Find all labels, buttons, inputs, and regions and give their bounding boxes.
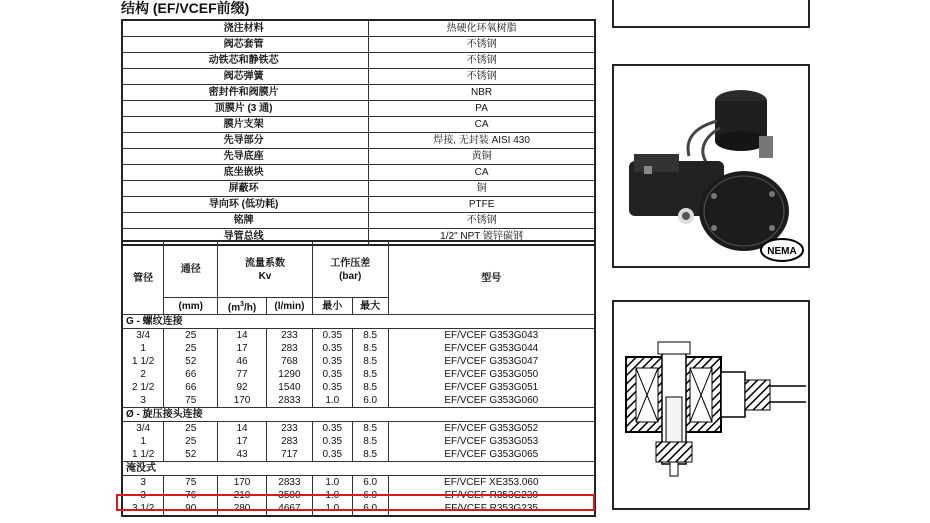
cell-m3h: 17 [218, 342, 267, 355]
cell-model: EF/VCEF G353G043 [388, 329, 595, 343]
cross-section-frame [612, 300, 810, 510]
cell-m3h: 92 [218, 381, 267, 394]
cell-pipe: 1 [122, 435, 164, 448]
cell-bore: 25 [164, 422, 218, 436]
cell-m3h: 46 [218, 355, 267, 368]
cell-min: 0.35 [312, 422, 352, 436]
col-pressure [312, 241, 388, 298]
cell-pipe: 3/4 [122, 329, 164, 343]
cell-pipe: 3 [122, 489, 164, 502]
table-row [122, 381, 595, 394]
material-part: 铭牌 [122, 213, 369, 229]
section-title: Ø - 旋压接头连接 [122, 408, 595, 422]
material-part: 阀芯套管 [122, 37, 369, 53]
cell-lmin: 233 [266, 422, 312, 436]
cell-lmin: 283 [266, 435, 312, 448]
cell-max: 6.0 [352, 394, 388, 408]
material-value: 不锈钢 [369, 213, 595, 229]
cell-m3h: 170 [218, 476, 267, 490]
cell-lmin: 768 [266, 355, 312, 368]
cell-lmin: 1540 [266, 381, 312, 394]
top-image-frame [612, 0, 810, 28]
cell-bore: 25 [164, 435, 218, 448]
cell-min: 0.35 [312, 368, 352, 381]
material-value: 不锈钢 [369, 69, 595, 85]
material-value: 不锈钢 [369, 53, 595, 69]
cell-max: 6.0 [352, 476, 388, 490]
cell-min: 1.0 [312, 394, 352, 408]
material-value: PA [369, 101, 595, 117]
cell-pipe: 3 1/2 [122, 502, 164, 516]
highlight-box [116, 494, 595, 511]
cell-model: EF/VCEF G353G047 [388, 355, 595, 368]
cell-m3h: 43 [218, 448, 267, 462]
cell-bore: 66 [164, 368, 218, 381]
cell-m3h: 14 [218, 422, 267, 436]
material-part: 先导底座 [122, 149, 369, 165]
cell-max: 8.5 [352, 448, 388, 462]
section-title: 结构 (EF/VCEF前缀) [121, 0, 250, 16]
cell-m3h: 210 [218, 489, 267, 502]
cell-bore: 25 [164, 342, 218, 355]
cell-pipe: 3/4 [122, 422, 164, 436]
cell-min: 0.35 [312, 435, 352, 448]
material-part: 密封件和阀膜片 [122, 85, 369, 101]
unit-mm: (mm) [164, 298, 218, 315]
cell-m3h: 280 [218, 502, 267, 516]
material-value: PTFE [369, 197, 595, 213]
cell-max: 8.5 [352, 368, 388, 381]
section-title: G - 螺纹连接 [122, 315, 595, 329]
material-row [122, 20, 595, 37]
cell-lmin: 283 [266, 342, 312, 355]
cell-lmin: 3500 [266, 489, 312, 502]
section-title: 淹没式 [122, 462, 595, 476]
material-row [122, 149, 595, 165]
col-pipe: 管径 [122, 241, 164, 315]
material-row [122, 181, 595, 197]
table-row [122, 329, 595, 343]
cell-lmin: 4667 [266, 502, 312, 516]
material-row [122, 213, 595, 229]
material-row [122, 165, 595, 181]
table-row [122, 342, 595, 355]
cell-model: EF/VCEF G353G050 [388, 368, 595, 381]
unit-lmin: (l/min) [266, 298, 312, 315]
materials-table [121, 19, 596, 246]
table-row [122, 422, 595, 436]
cell-max: 8.5 [352, 342, 388, 355]
cell-pipe: 1 1/2 [122, 355, 164, 368]
cell-model: EF/VCEF G353G051 [388, 381, 595, 394]
cell-lmin: 717 [266, 448, 312, 462]
cell-bore: 75 [164, 394, 218, 408]
cell-bore: 90 [164, 502, 218, 516]
material-value: 不锈钢 [369, 37, 595, 53]
section-header-row [122, 408, 595, 422]
cell-model: EF/VCEF XE353.060 [388, 476, 595, 490]
cell-model: EF/VCEF G353G044 [388, 342, 595, 355]
cell-pipe: 3 [122, 394, 164, 408]
cell-bore: 75 [164, 476, 218, 490]
material-row [122, 117, 595, 133]
flow-table [121, 240, 596, 517]
cell-m3h: 14 [218, 329, 267, 343]
nema-badge-text: NEMA [767, 246, 797, 257]
cell-model: EF/VCEF G353G052 [388, 422, 595, 436]
cell-bore: 52 [164, 355, 218, 368]
cell-bore: 52 [164, 448, 218, 462]
cell-bore: 66 [164, 381, 218, 394]
cell-max: 8.5 [352, 355, 388, 368]
cell-model: EF/VCEF G353G065 [388, 448, 595, 462]
material-row [122, 69, 595, 85]
cell-pipe: 1 1/2 [122, 448, 164, 462]
col-model: 型号 [388, 241, 595, 315]
section-header-row [122, 462, 595, 476]
cell-max: 8.5 [352, 329, 388, 343]
unit-min: 最小 [312, 298, 352, 315]
material-part: 浇注材料 [122, 20, 369, 37]
cell-max: 6.0 [352, 489, 388, 502]
cell-max: 6.0 [352, 502, 388, 516]
col-flow-sub: Kv [258, 270, 272, 282]
material-part: 导管总线 [122, 229, 369, 246]
col-pressure-sub: (bar) [339, 270, 362, 282]
cell-m3h: 17 [218, 435, 267, 448]
material-part: 导向环 (低功耗) [122, 197, 369, 213]
material-value: 1/2" NPT 镀锌碳钢 [369, 229, 595, 246]
material-part: 动铁芯和静铁芯 [122, 53, 369, 69]
cell-min: 0.35 [312, 355, 352, 368]
cell-m3h: 170 [218, 394, 267, 408]
cell-min: 0.35 [312, 342, 352, 355]
material-part: 膜片支架 [122, 117, 369, 133]
product-photo-frame [612, 64, 810, 268]
material-value: NBR [369, 85, 595, 101]
material-row [122, 133, 595, 149]
material-row [122, 197, 595, 213]
solenoid-valve-photo [614, 66, 808, 266]
material-row [122, 85, 595, 101]
material-part: 底坐嵌块 [122, 165, 369, 181]
cell-pipe: 1 [122, 342, 164, 355]
cell-lmin: 2833 [266, 476, 312, 490]
table-row [122, 394, 595, 408]
table-row [122, 355, 595, 368]
cell-lmin: 2833 [266, 394, 312, 408]
material-value: 黄铜 [369, 149, 595, 165]
cell-max: 8.5 [352, 422, 388, 436]
cell-model: EF/VCEF G353G060 [388, 394, 595, 408]
unit-m3h: $(m^3/h)$ [218, 298, 267, 315]
cell-model: EF/VCEF R353G230 [388, 489, 595, 502]
col-flow-label: 流量系数 [244, 257, 285, 269]
cell-max: 8.5 [352, 381, 388, 394]
cell-pipe: 2 1/2 [122, 381, 164, 394]
material-part: 先导部分 [122, 133, 369, 149]
cell-bore: 25 [164, 329, 218, 343]
cell-min: 1.0 [312, 489, 352, 502]
table-row [122, 476, 595, 490]
material-value: 热硬化环氧树脂 [369, 20, 595, 37]
cell-min: 0.35 [312, 329, 352, 343]
material-value: CA [369, 117, 595, 133]
cell-pipe: 2 [122, 368, 164, 381]
cell-pipe: 3 [122, 476, 164, 490]
col-bore: 通径 [164, 241, 218, 298]
material-value: 铜 [369, 181, 595, 197]
cell-bore: 76 [164, 489, 218, 502]
col-flow [218, 241, 313, 298]
material-value: 焊接, 无封装 AISI 430 [369, 133, 595, 149]
material-part: 阀芯弹簧 [122, 69, 369, 85]
cell-m3h: 77 [218, 368, 267, 381]
cell-model: EF/VCEF G353G053 [388, 435, 595, 448]
material-row [122, 53, 595, 69]
material-part: 顶膜片 (3 通) [122, 101, 369, 117]
col-pressure-label: 工作压差 [330, 257, 371, 269]
cell-max: 8.5 [352, 435, 388, 448]
material-row [122, 101, 595, 117]
cell-min: 1.0 [312, 502, 352, 516]
table-row [122, 368, 595, 381]
unit-max: 最大 [352, 298, 388, 315]
cell-min: 1.0 [312, 476, 352, 490]
cell-model: EF/VCEF R353G235 [388, 502, 595, 516]
cell-lmin: 233 [266, 329, 312, 343]
cell-min: 0.35 [312, 448, 352, 462]
material-part: 屏蔽环 [122, 181, 369, 197]
material-row [122, 37, 595, 53]
section-header-row [122, 315, 595, 329]
cell-lmin: 1290 [266, 368, 312, 381]
valve-cross-section-diagram [614, 302, 808, 508]
material-value: CA [369, 165, 595, 181]
cell-min: 0.35 [312, 381, 352, 394]
table-row [122, 435, 595, 448]
table-row [122, 448, 595, 462]
